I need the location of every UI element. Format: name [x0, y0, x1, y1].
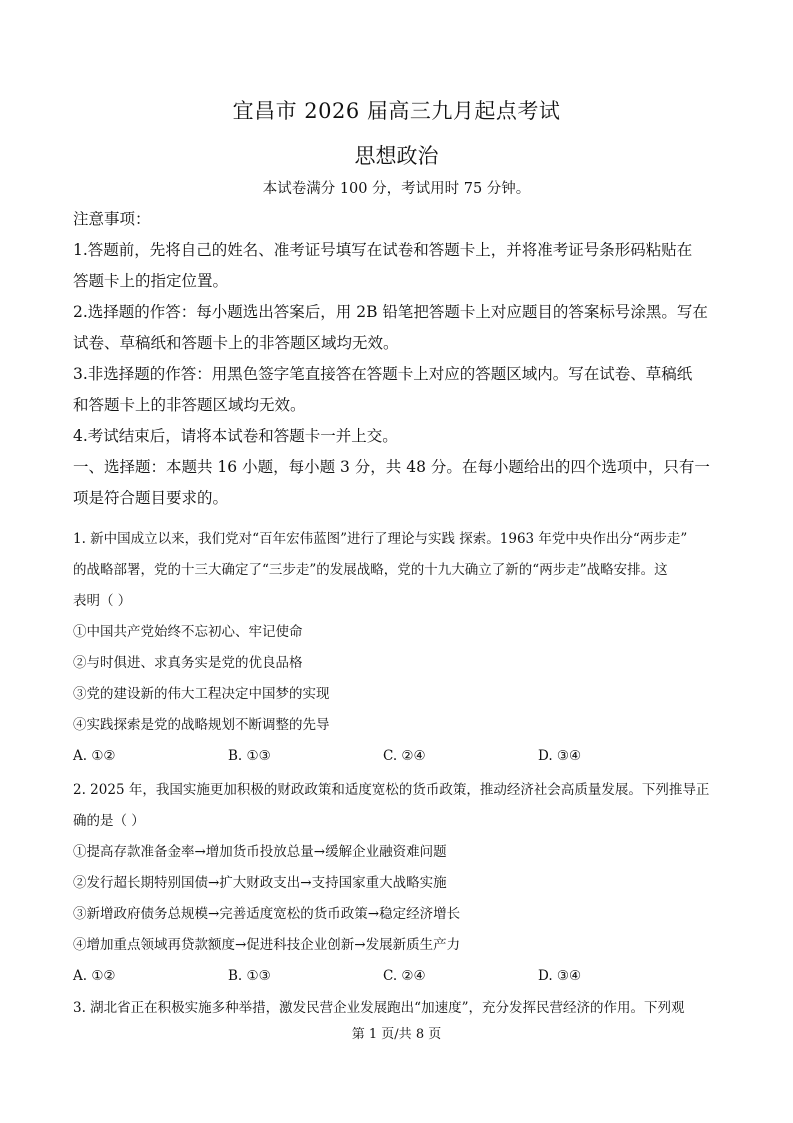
choice-b: B. ①③ [228, 968, 271, 984]
instruction-line: 试卷、草稿纸和答题卡上的非答题区域均无效。 [73, 334, 399, 352]
exam-meta: 本试卷满分 100 分，考试用时 75 分钟。 [262, 181, 531, 197]
choice-a: A. ①② [73, 748, 116, 764]
subject-title: 思想政治 [354, 144, 439, 168]
section-heading: 一、选择题：本题共 16 小题，每小题 3 分，共 48 分。在每小题给出的四个选项中，只有一 [73, 458, 710, 476]
instruction-line: 2.选择题的作答：每小题选出答案后，用 2B 铅笔把答题卡上对应题目的答案标号涂黑。写在 [73, 303, 708, 321]
question-2 [73, 775, 733, 992]
choice-a: A. ①② [73, 968, 116, 984]
instruction-line: 3.非选择题的作答：用黑色签字笔直接答在答题卡上对应的答题区域内。写在试卷、草稿纸 [73, 365, 693, 383]
instructions [73, 204, 733, 514]
question-stem-line: 表明（ ） [73, 593, 132, 609]
question-stem-line: 1. 新中国成立以来，我们党对“百年宏伟蓝图”进行了理论与实践 探索。1963 年党中央作出分“两步走” [73, 531, 688, 547]
instruction-line: 4.考试结束后，请将本试卷和答题卡一并上交。 [73, 427, 398, 445]
answer-choices [73, 961, 693, 992]
question-option: ①提高存款准备金率→增加货币投放总量→缓解企业融资难问题 [73, 844, 447, 860]
question-option: ②与时俱进、求真务实是党的优良品格 [73, 655, 303, 671]
question-option: ①中国共产党始终不忘初心、牢记使命 [73, 624, 303, 640]
instructions-heading: 注意事项： [73, 210, 151, 228]
question-option: ③党的建设新的伟大工程决定中国梦的实现 [73, 686, 330, 702]
choice-c: C. ②④ [383, 968, 426, 984]
exam-title: 宜昌市 2026 届高三九月起点考试 [232, 99, 561, 123]
question-1 [73, 524, 733, 772]
answer-choices [73, 741, 693, 772]
question-stem-line: 2. 2025 年，我国实施更加积极的财政政策和适度宽松的货币政策，推动经济社会高质量发展。下列推导正 [73, 782, 710, 798]
question-option: ②发行超长期特别国债→扩大财政支出→支持国家重大战略实施 [73, 875, 447, 891]
instruction-line: 答题卡上的指定位置。 [73, 272, 229, 290]
choice-d: D. ③④ [538, 748, 582, 764]
question-stem-line: 的战略部署，党的十三大确定了“三步走”的发展战略，党的十九大确立了新的“两步走”战略安排。这 [73, 562, 668, 578]
choice-d: D. ③④ [538, 968, 582, 984]
question-option: ④增加重点领域再贷款额度→促进科技企业创新→发展新质生产力 [73, 937, 461, 953]
question-stem-line: 确的是（ ） [73, 813, 145, 829]
page-footer: 第 1 页/共 8 页 [351, 1027, 442, 1042]
choice-c: C. ②④ [383, 748, 426, 764]
section-heading: 项是符合题目要求的。 [73, 489, 229, 507]
instruction-line: 和答题卡上的非答题区域均无效。 [73, 396, 306, 414]
choice-b: B. ①③ [228, 748, 271, 764]
instruction-line: 1.答题前，先将自己的姓名、准考证号填写在试卷和答题卡上，并将准考证号条形码粘贴在 [73, 241, 693, 259]
question-3 [73, 993, 733, 1024]
question-option: ④实践探索是党的战略规划不断调整的先导 [73, 717, 330, 733]
question-stem-line: 3. 湖北省正在积极实施多种举措，激发民营企业发展跑出“加速度”，充分发挥民营经济的作用。下列观 [73, 1000, 685, 1016]
question-option: ③新增政府债务总规模→完善适度宽松的货币政策→稳定经济增长 [73, 906, 461, 922]
